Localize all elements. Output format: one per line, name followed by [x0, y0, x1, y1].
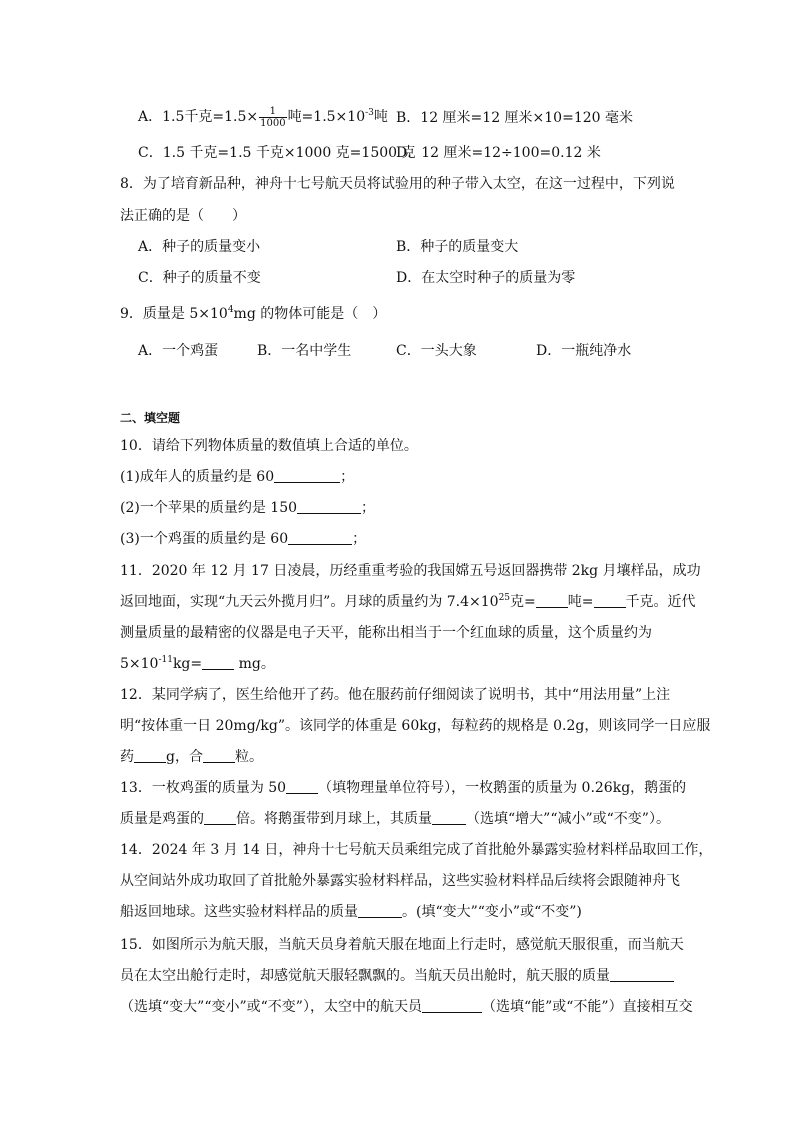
q11-line4: $5\times 10^{-11}kg=$ mg。: [120, 655, 275, 672]
answer-blank[interactable]: [288, 530, 352, 545]
q9-stem: 9．质量是 $5\times 10^4mg$ 的物体可能是（ ）: [120, 305, 387, 322]
answer-blank[interactable]: [594, 593, 626, 608]
q10-item-2: (2)一个苹果的质量约是 150 ；: [120, 500, 376, 516]
q11-line2: 返回地面，实现“九天云外揽月归”。月球的质量约为 $7.4\times 10^{25}$克= 吨= 千克。近代: [120, 593, 696, 610]
q12-line1: 12．某同学病了，医生给他开了药。他在服药前仔细阅读了说明书，其中“用法用量”上注: [120, 687, 671, 703]
q11-line1: 11．2020 年 12 月 17 日凌晨，历经重重考验的我国嫦五号返回器携带 2kg 月壤样品，成功: [120, 563, 701, 579]
q7-option-c: C．1.5 千克=1.5 千克×1000 克=1500 克: [138, 145, 416, 161]
answer-blank[interactable]: [297, 499, 361, 514]
q8-option-d: D．在太空时种子的质量为零: [396, 270, 576, 286]
q8-option-c: C．种子的质量不变: [138, 270, 261, 286]
answer-blank[interactable]: [536, 593, 568, 608]
q8-stem-line2: 法正确的是（ ）: [120, 208, 246, 224]
answer-blank[interactable]: [610, 967, 674, 982]
answer-blank[interactable]: [134, 748, 166, 763]
q13-line1: 13．一枚鸡蛋的质量为 50 （填物理量单位符号），一枚鹅蛋的质量为 0.26kg，鹅蛋的: [120, 780, 687, 796]
q9-option-b: B．一名中学生: [257, 343, 352, 359]
q10-item-3: (3)一个鸡蛋的质量约是 60 ；: [120, 531, 367, 547]
q12-line3: 药 g，合 粒。: [120, 749, 263, 765]
answer-blank[interactable]: [432, 810, 466, 825]
section-heading: 二、填空题: [120, 411, 181, 425]
q15-line3: （选填“变大”“变小”或“不变”），太空中的航天员 （选填“能”或“不能”）直接相互交: [120, 999, 693, 1015]
q10-item-1: (1)成年人的质量约是 60 ；: [120, 469, 355, 485]
answer-blank[interactable]: [203, 748, 235, 763]
q8-stem-line1: 8．为了培育新品种，神舟十七号航天员将试验用的种子带入太空，在这一过程中，下列说: [120, 176, 675, 192]
q9-option-c: C．一头大象: [396, 343, 477, 359]
answer-blank[interactable]: [202, 655, 234, 670]
q15-line2: 员在太空出舱行走时，却感觉航天服轻飘飘的。当航天员出舱时，航天服的质量: [120, 966, 674, 986]
answer-blank[interactable]: [422, 998, 482, 1013]
q9-option-a: A．一个鸡蛋: [138, 343, 219, 359]
q12-line2: 明“按体重一日 20mg/kg”。该同学的体重是 60kg，每粒药的规格是 0.2g，则该同学一日应服: [120, 718, 711, 734]
q13-line2: 质量是鸡蛋的 倍。将鹅蛋带到月球上，其质量 （选填“增大”“减小”或“不变”）。: [120, 811, 670, 827]
q14-line3: 船返回地球。这些实验材料样品的质量 。(填“变大”“变小”或“不变”): [120, 904, 582, 920]
q7-option-d: D．12 厘米=12÷100=0.12 米: [396, 145, 601, 161]
q11-line3: 测量质量的最精密的仪器是电子天平，能称出相当于一个红血球的质量，这个质量约为: [120, 625, 652, 641]
q7-option-b: B．12 厘米=12 厘米×10=120 毫米: [396, 110, 633, 126]
q8-option-a: A．种子的质量变小: [138, 239, 261, 255]
q10-stem: 10．请给下列物体质量的数值填上合适的单位。: [120, 438, 418, 454]
q14-line2: 从空间站外成功取回了首批舱外暴露实验材料样品，这些实验材料样品后续将会跟随神舟飞: [120, 873, 680, 889]
q8-option-b: B．种子的质量变大: [396, 239, 519, 255]
answer-blank[interactable]: [204, 810, 236, 825]
answer-blank[interactable]: [358, 903, 402, 918]
q9-option-d: D．一瓶纯净水: [536, 343, 632, 359]
answer-blank[interactable]: [274, 468, 340, 483]
q15-line1: 15．如图所示为航天服，当航天员身着航天服在地面上行走时，感觉航天服很重，而当航天: [120, 937, 684, 953]
fraction: $\frac{1}{1000}$: [260, 105, 286, 129]
answer-blank[interactable]: [286, 779, 318, 794]
q14-line1: 14．2024 年 3 月 14 日，神舟十七号航天员乘组完成了首批舱外暴露实验材料样品取回工作，: [120, 842, 713, 858]
q7-option-a: A．1.5千克=1.5× $\frac{1}{1000}$ 吨$=1.5\times 10^{-3}$吨: [138, 105, 388, 129]
